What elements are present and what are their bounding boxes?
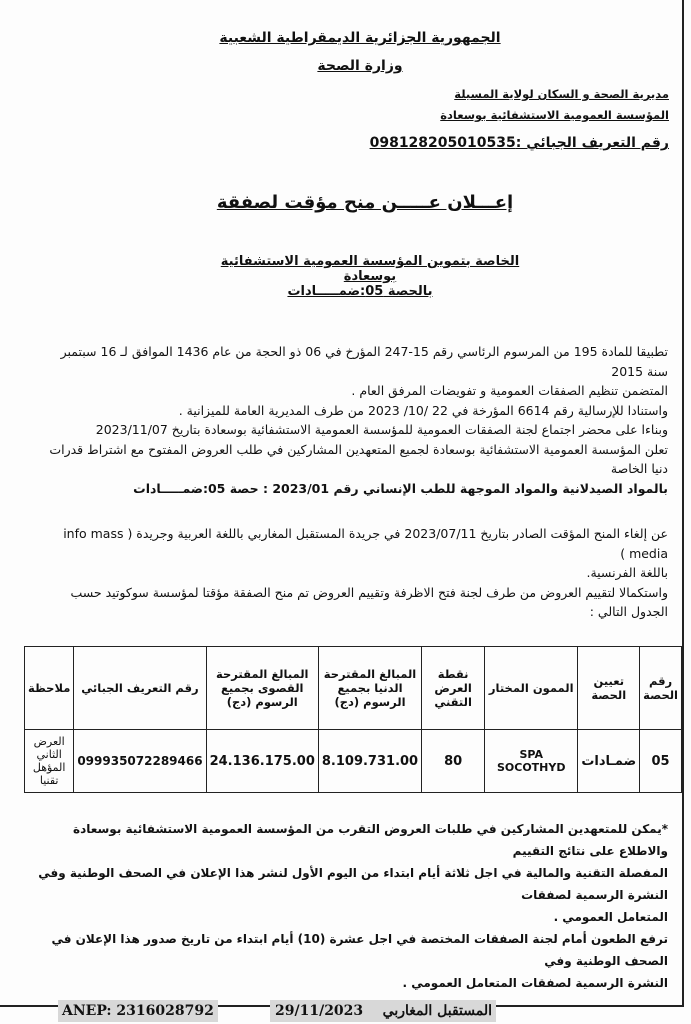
paragraph-line: *يمكن للمتعهدين المشاركين في طلبات العروض التقرب من المؤسسة العمومية الاستشفائية بوسعادة والاطلاع على نتائج التقييم [72,822,668,858]
subtitle-line1: الخاصة بتموين المؤسسة العمومية الاستشفائية بوسعادة [220,254,520,284]
paragraph-line: باللغة الفرنسية. [586,565,668,580]
legal-basis-paragraph [38,342,668,498]
cell-max-amount: 24.136.175.00 [206,730,318,793]
paragraph-line: وبناءا على محضر اجتماع لجنة الصفقات العمومية للمؤسسة العمومية الاستشفائية بوسعادة بتاريخ 2023/11/07 [95,422,668,437]
table-row [25,730,682,793]
paragraph-line: واستكمالا لتقييم العروض من طرف لجنة فتح الاظرفة وتقييم العروض تم منح الصفقة مؤقتا لمؤسسة سوكوتيد حسب الجدول التالي : [70,584,668,619]
directorate-line: مديرية الصحة و السكان لولاية المسيلة [454,87,669,101]
col-lot-number: رقم الحصة [640,647,682,730]
publication-date: 29/11/2023 [275,1003,364,1019]
paragraph-line: المتضمن تنظيم الصفقات العمومية و تفويضات المرفق العام . [351,383,668,398]
paragraph-line: تعلن المؤسسة العمومية الاستشفائية بوسعادة لجميع المتعهدين المشاركين في طلب العروض المفتوح مع اشتراط قدرات دنيا الخاصة [49,441,668,476]
tax-id-line: رقم التعريف الجبائي :098128205010535 [369,135,669,151]
cell-remark: العرض الثاني المؤهل تقنيا [25,730,74,793]
cell-tax-id: 099935072289466 [74,730,206,793]
anep-reference: ANEP: 2316028792 [58,1000,218,1022]
cell-technical-score: 80 [422,730,485,793]
paragraph-line: المتعامل العمومي . [553,910,668,924]
award-table [24,646,682,793]
cell-lot-number: 05 [640,730,682,793]
paragraph-line: النشرة الرسمية لصفقات المتعامل العمومي . [402,976,668,990]
cell-min-amount: 8.109.731.00 [318,730,421,793]
col-selected-supplier: الممون المختار [485,647,578,730]
paragraph-line: تطبيقا للمادة 195 من المرسوم الرئاسي رقم 15-247 المؤرخ في 06 ذو الحجة من عام 1436 الموافق لـ 16 سبتمبر سنة 2015 [60,344,668,379]
col-tax-id: رقم التعريف الجبائي [74,647,206,730]
col-technical-score: نقطة العرض التقني [422,647,485,730]
paragraph-line: ترفع الطعون أمام لجنة الصفقات المختصة في اجل عشرة (10) أيام ابتداء من تاريخ صدور هذا الإعلان في الصحف الوطنية وفي [51,932,668,968]
col-remark: ملاحظة [25,647,74,730]
col-max-amount: المبالغ المقترحة القصوى بجميع الرسوم (دج) [206,647,318,730]
table-header-row [25,647,682,730]
appeals-paragraph [38,818,668,994]
newspaper-name: المستقبل المغاربي [382,1003,492,1019]
publication-info [270,1000,496,1022]
institution-line: المؤسسة العمومية الاستشفائية بوسعادة [440,108,669,122]
notice-title: إعـــلان عـــــن منح مؤقت لصفقة [216,192,514,213]
paragraph-line: عن إلغاء المنح المؤقت الصادر بتاريخ 2023/07/11 في جريدة المستقبل المغاربي باللغة العربية وجريدة ( info mass media ) [63,526,668,561]
ministry-heading: وزارة الصحة [317,58,403,74]
cell-selected-supplier: SPA SOCOTHYD [485,730,578,793]
subtitle-line2: بالحصة 05:ضمـــــادات [287,284,433,299]
paragraph-line: بالمواد الصيدلانية والمواد الموجهة للطب الإنساني رقم 2023/01 : حصة 05:ضمـــــادات [133,480,668,496]
cancellation-paragraph [38,524,668,622]
republic-heading: الجمهورية الجزائرية الديمقراطية الشعبية [219,30,501,46]
page-border-right [682,0,684,1006]
paragraph-line: واستنادا للإرسالية رقم 6614 المؤرخة في 22 /10/ 2023 من طرف المديرية العامة للميزانية . [178,402,668,418]
cell-lot-designation: ضمـادات [578,730,640,793]
paragraph-line: المفصلة التقنية والمالية في اجل ثلاثة أيام ابتداء من اليوم الأول لنشر هذا الإعلان في الصحف الوطنية وفي النشرة الرسمية لصفقات [38,866,668,902]
col-lot-designation: تعيين الحصة [578,647,640,730]
col-min-amount: المبالغ المقترحة الدنيا بجميع الرسوم (دج) [318,647,421,730]
